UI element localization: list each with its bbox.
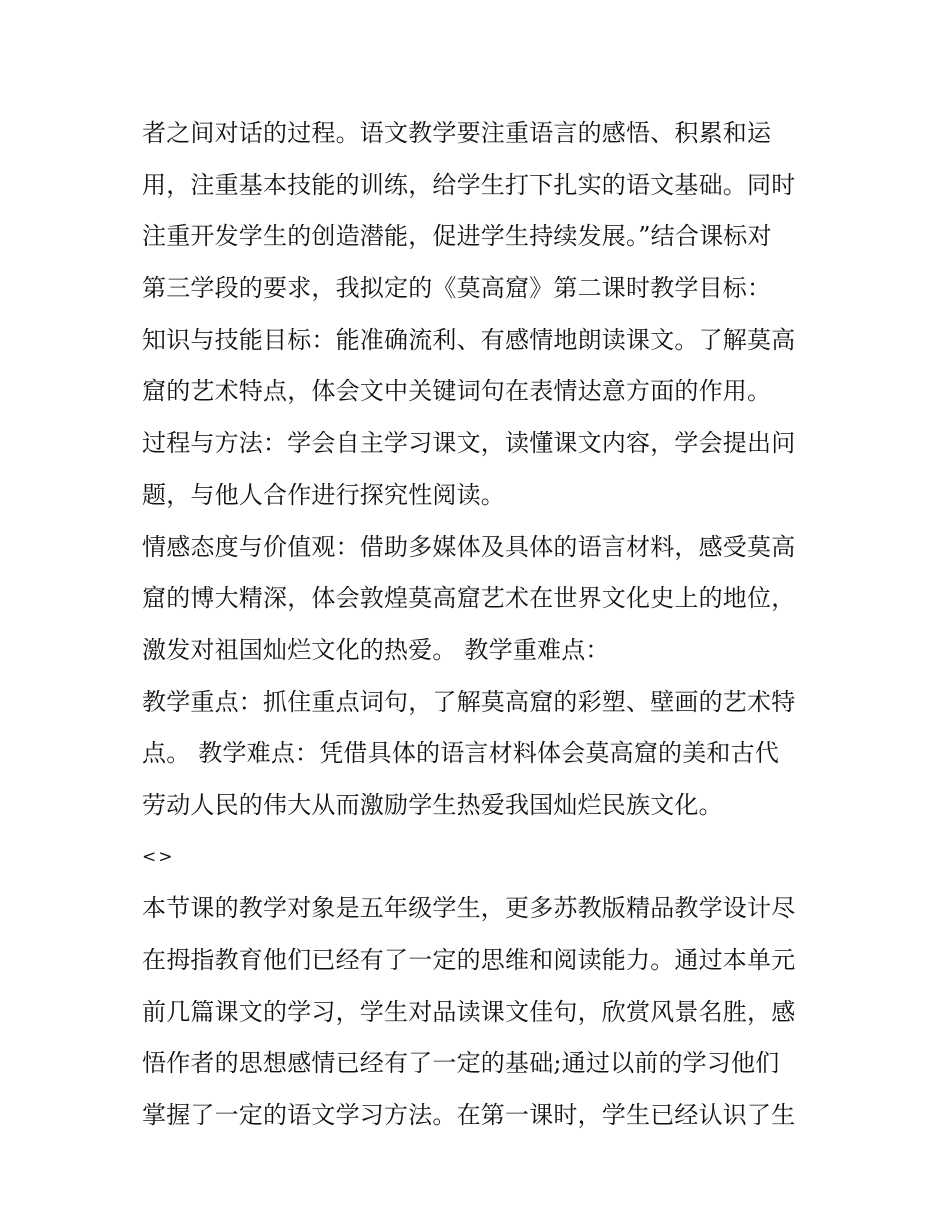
text-line: 知识与技能目标：能准确流利、有感情地朗读课文。了解莫高	[142, 325, 796, 354]
text-line: 过程与方法：学会自主学习课文，读懂课文内容，学会提出问	[142, 429, 796, 458]
text-line: 前几篇课文的学习，学生对品读课文佳句，欣赏风景名胜，感	[142, 997, 796, 1026]
text-line: 本节课的教学对象是五年级学生，更多苏教版精品教学设计尽	[142, 894, 796, 923]
text-line: 窟的博大精深，体会敦煌莫高窟艺术在世界文化史上的地位，	[142, 584, 796, 613]
text-line: 窟的艺术特点，体会文中关键词句在表情达意方面的作用。	[142, 377, 772, 406]
text-line: 第三学段的要求，我拟定的《莫高窟》第二课时教学目标：	[142, 274, 772, 303]
text-line: 劳动人民的伟大从而激励学生热爱我国灿烂民族文化。	[142, 790, 723, 819]
body-text	[142, 108, 822, 1142]
text-line: 注重开发学生的创造潜能，促进学生持续发展。”结合课标对	[142, 222, 772, 251]
text-line: 悟作者的思想感情已经有了一定的基础;通过以前的学习他们	[142, 1049, 780, 1078]
text-line: 者之间对话的过程。语文教学要注重语言的感悟、积累和运	[142, 119, 772, 147]
text-line: 点。 教学难点：凭借具体的语言材料体会莫高窟的美和古代	[142, 739, 780, 768]
text-line: 激发对祖国灿烂文化的热爱。 教学重难点：	[142, 635, 610, 664]
text-line: 掌握了一定的语文学习方法。在第一课时，学生已经认识了生	[142, 1101, 796, 1130]
placeholder-marker: <>	[142, 846, 175, 867]
text-line: 情感态度与价值观：借助多媒体及具体的语言材料，感受莫高	[142, 532, 796, 561]
text-line: 在拇指教育他们已经有了一定的思维和阅读能力。通过本单元	[142, 946, 796, 974]
text-line: 用，注重基本技能的训练，给学生打下扎实的语文基础。同时	[142, 170, 796, 199]
text-line: 题，与他人合作进行探究性阅读。	[142, 480, 505, 509]
text-line: 教学重点：抓住重点词句，了解莫高窟的彩塑、壁画的艺术特	[142, 687, 796, 716]
